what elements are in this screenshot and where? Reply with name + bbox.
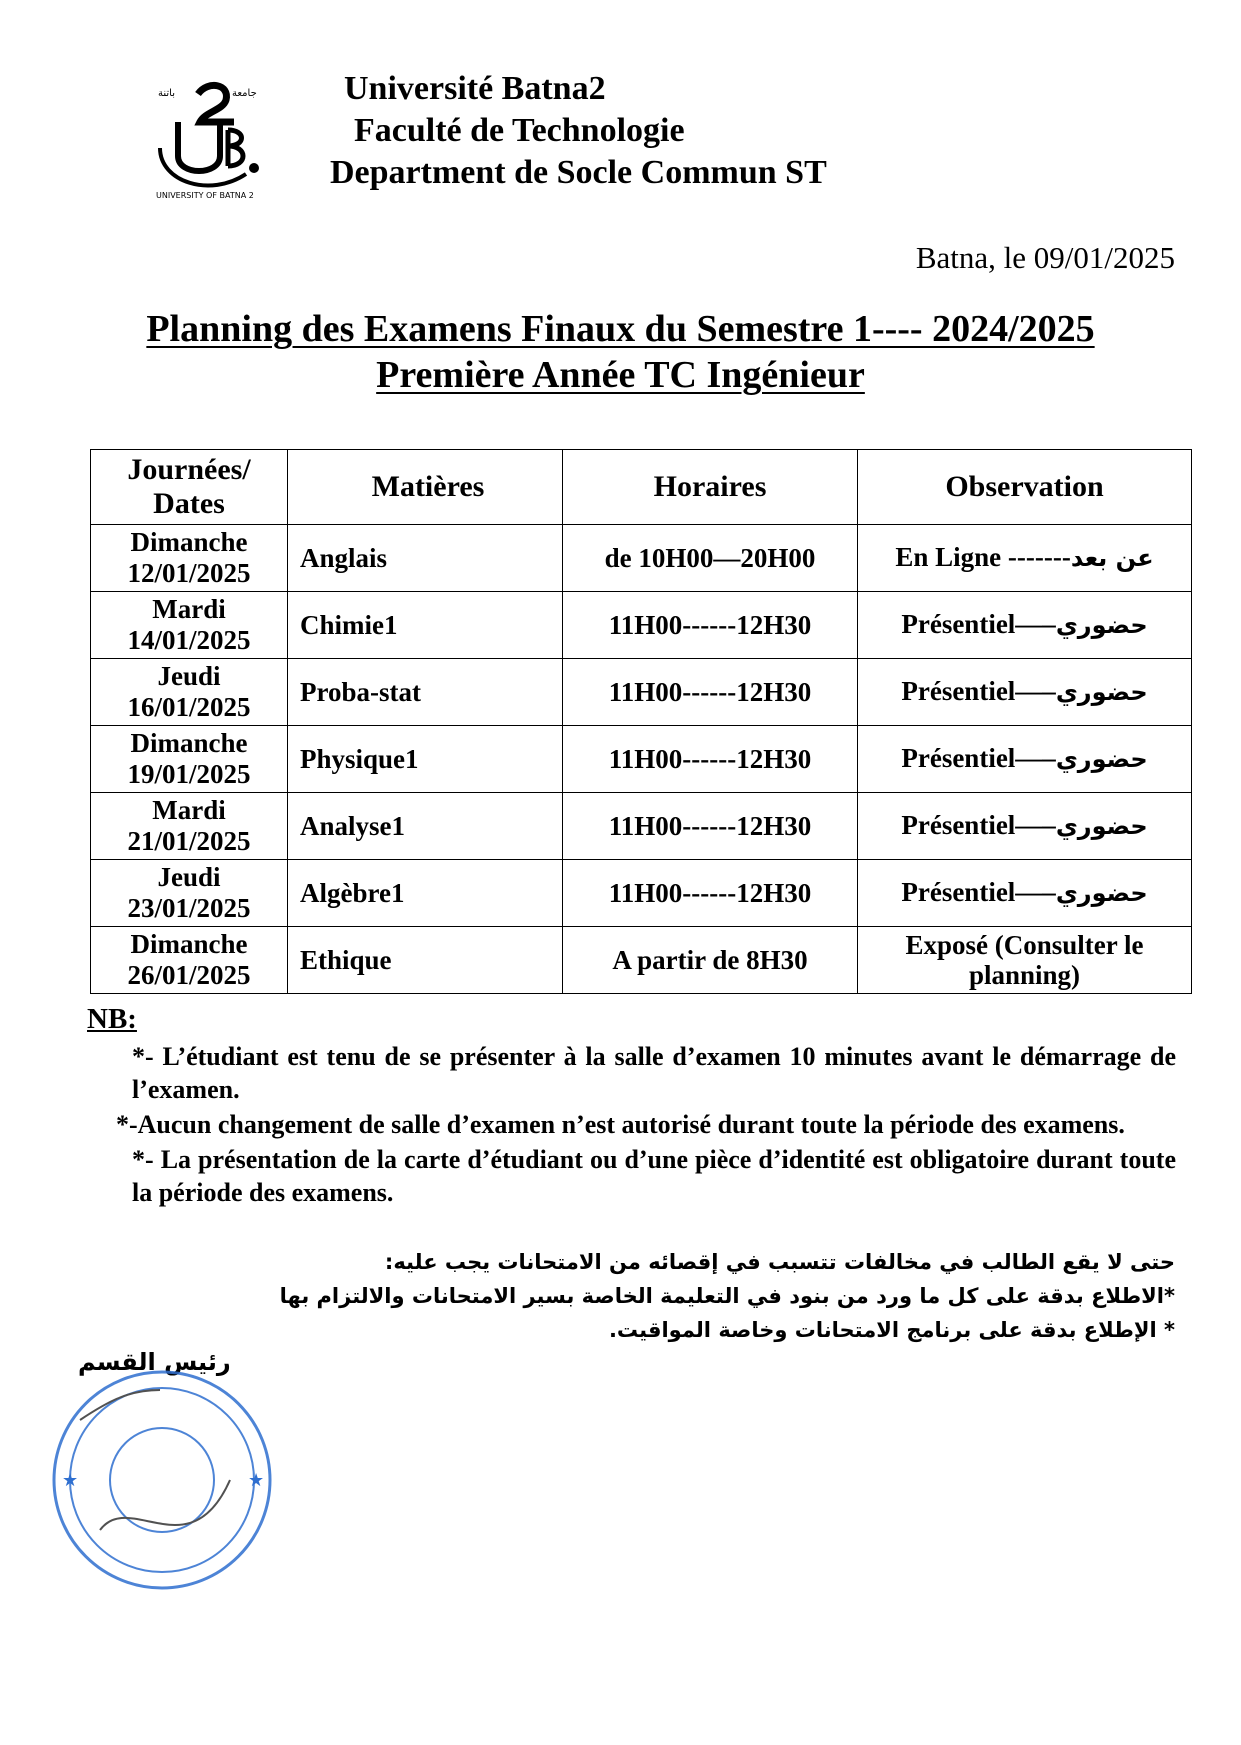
day-name: Jeudi bbox=[157, 661, 221, 691]
arabic-note-item: * الإطلاع بدقة على برنامج الامتحانات وخاصة المواقيت. bbox=[608, 1318, 1175, 1342]
university-name: Université Batna2 bbox=[344, 70, 606, 107]
day-name: Jeudi bbox=[157, 862, 221, 892]
cell-subject: Analyse1 bbox=[288, 793, 563, 860]
day-date: 26/01/2025 bbox=[127, 960, 251, 990]
cell-day bbox=[91, 927, 288, 994]
obs-ar: حضوري bbox=[1055, 745, 1148, 773]
header-day bbox=[91, 450, 288, 525]
cell-observation bbox=[858, 726, 1192, 793]
svg-text:★: ★ bbox=[248, 1470, 265, 1490]
document-date: Batna, le 09/01/2025 bbox=[915, 240, 1175, 275]
cell-hours: 11H00------12H30 bbox=[563, 659, 858, 726]
cell-hours: A partir de 8H30 bbox=[563, 927, 858, 994]
university-logo bbox=[150, 78, 275, 203]
obs-ar: عن بعد bbox=[1070, 544, 1154, 572]
institution-header bbox=[330, 68, 827, 194]
header-day-line1: Journées/ bbox=[127, 453, 251, 486]
title-line-2: Première Année TC Ingénieur bbox=[376, 354, 865, 396]
table-row bbox=[91, 860, 1192, 927]
faculty-name: Faculté de Technologie bbox=[354, 112, 685, 149]
logo-text-ar-right: جامعة bbox=[232, 88, 257, 99]
table-header-row bbox=[91, 450, 1192, 525]
obs-fr: Présentiel—– bbox=[901, 743, 1056, 773]
cell-day bbox=[91, 860, 288, 927]
cell-hours: de 10H00—20H00 bbox=[563, 525, 858, 592]
day-date: 12/01/2025 bbox=[127, 558, 251, 588]
day-date: 14/01/2025 bbox=[127, 625, 251, 655]
nb-label: NB: bbox=[87, 1003, 137, 1035]
day-date: 21/01/2025 bbox=[127, 826, 251, 856]
table-row bbox=[91, 927, 1192, 994]
cell-observation bbox=[858, 659, 1192, 726]
day-name: Mardi bbox=[152, 795, 226, 825]
arabic-note-item: *الاطلاع بدقة على كل ما ورد من بنود في التعليمة الخاصة بسير الامتحانات والالتزام بها bbox=[279, 1284, 1175, 1308]
cell-day bbox=[91, 726, 288, 793]
obs-fr: Présentiel—– bbox=[901, 609, 1056, 639]
cell-observation bbox=[858, 525, 1192, 592]
cell-day bbox=[91, 659, 288, 726]
cell-day bbox=[91, 793, 288, 860]
header-day-line2: Dates bbox=[153, 487, 225, 520]
day-name: Dimanche bbox=[130, 929, 248, 959]
title-line-1: Planning des Examens Finaux du Semestre 1---- 2024/2025 bbox=[146, 308, 1095, 350]
day-date: 23/01/2025 bbox=[127, 893, 251, 923]
cell-subject: Proba-stat bbox=[288, 659, 563, 726]
obs-ar: حضوري bbox=[1055, 879, 1148, 907]
cell-observation bbox=[858, 793, 1192, 860]
signature-title: رئيس القسم bbox=[78, 1348, 231, 1376]
cell-day bbox=[91, 592, 288, 659]
cell-subject: Ethique bbox=[288, 927, 563, 994]
exam-schedule-table bbox=[90, 449, 1192, 994]
arabic-notes bbox=[175, 1245, 1175, 1347]
department-name: Department de Socle Commun ST bbox=[330, 154, 827, 191]
obs-ar: حضوري bbox=[1055, 812, 1148, 840]
svg-text:★: ★ bbox=[62, 1470, 79, 1490]
official-stamp bbox=[40, 1360, 285, 1600]
cell-hours: 11H00------12H30 bbox=[563, 726, 858, 793]
cell-subject: Anglais bbox=[288, 525, 563, 592]
arabic-note-intro: حتى لا يقع الطالب في مخالفات تتسبب في إقصائه من الامتحانات يجب عليه: bbox=[384, 1250, 1175, 1274]
obs-fr: Présentiel—– bbox=[901, 810, 1056, 840]
cell-observation bbox=[858, 592, 1192, 659]
note-item: *- L’étudiant est tenu de se présenter à la salle d’examen 10 minutes avant le démarrage de l’examen. bbox=[132, 1042, 1176, 1104]
document-title bbox=[0, 306, 1241, 398]
note-item: *- La présentation de la carte d’étudiant ou d’une pièce d’identité est obligatoire durant toute la période des examens. bbox=[132, 1145, 1176, 1207]
logo-caption: UNIVERSITY OF BATNA 2 bbox=[156, 191, 254, 200]
cell-hours: 11H00------12H30 bbox=[563, 860, 858, 927]
header-subject: Matières bbox=[288, 450, 563, 525]
cell-hours: 11H00------12H30 bbox=[563, 592, 858, 659]
cell-subject: Algèbre1 bbox=[288, 860, 563, 927]
table-row bbox=[91, 592, 1192, 659]
obs-ar: حضوري bbox=[1055, 678, 1148, 706]
cell-subject: Chimie1 bbox=[288, 592, 563, 659]
note-item: *-Aucun changement de salle d’examen n’est autorisé durant toute la période des examens. bbox=[116, 1110, 1125, 1139]
cell-day bbox=[91, 525, 288, 592]
cell-observation bbox=[858, 927, 1192, 994]
obs-fr: Présentiel—– bbox=[901, 877, 1056, 907]
cell-observation bbox=[858, 860, 1192, 927]
header-hours: Horaires bbox=[563, 450, 858, 525]
day-name: Mardi bbox=[152, 594, 226, 624]
table-row bbox=[91, 726, 1192, 793]
obs-fr: Exposé (Consulter le planning) bbox=[905, 930, 1144, 990]
cell-hours: 11H00------12H30 bbox=[563, 793, 858, 860]
cell-subject: Physique1 bbox=[288, 726, 563, 793]
day-date: 19/01/2025 bbox=[127, 759, 251, 789]
day-date: 16/01/2025 bbox=[127, 692, 251, 722]
header-observation: Observation bbox=[858, 450, 1192, 525]
obs-fr: En Ligne ------- bbox=[895, 542, 1071, 572]
day-name: Dimanche bbox=[130, 527, 248, 557]
obs-fr: Présentiel—– bbox=[901, 676, 1056, 706]
logo-text-ar-left: باتنة bbox=[158, 88, 175, 99]
table-row bbox=[91, 525, 1192, 592]
table-row bbox=[91, 793, 1192, 860]
table-row bbox=[91, 659, 1192, 726]
obs-ar: حضوري bbox=[1055, 611, 1148, 639]
day-name: Dimanche bbox=[130, 728, 248, 758]
notes-list bbox=[100, 1040, 1176, 1211]
